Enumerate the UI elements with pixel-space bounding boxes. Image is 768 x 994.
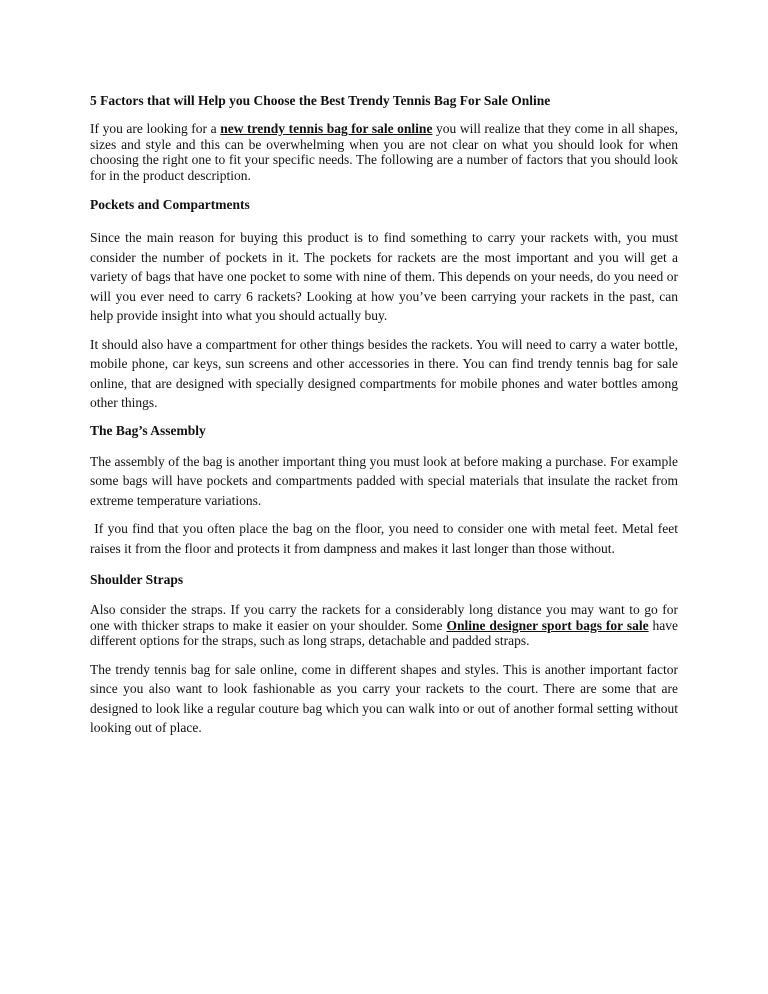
straps-paragraph-2: The trendy tennis bag for sale online, come in different shapes and styles. This is another important factor since you also want to look fashionable as you carry your rackets to the court. There are some that are designed to look like a regular couture bag which you can walk into or out of another formal setting without looking out of place.: [90, 661, 678, 735]
straps-text-before: Also consider the straps. If you carry the rackets for a considerably long distance you may want to go for one with thicker straps to make it easier on your shoulder. Some: [90, 602, 678, 633]
section-heading-assembly: The Bag’s Assembly: [90, 422, 206, 438]
section-heading-straps: Shoulder Straps: [90, 572, 184, 587]
straps-paragraph-1: [90, 602, 678, 649]
intro-link[interactable]: new trendy tennis bag for sale online: [220, 121, 433, 136]
pockets-paragraph-1: Since the main reason for buying this product is to find something to carry your rackets with, you must consider the number of pockets in it. The pockets for rackets are the most important and you will get a variety of bags that have one pocket to some with nine of them. This depends on your needs, do you need or will you ever need to carry 6 rackets? Looking at how you’ve been carrying your rackets in the past, can help provide insight into what you should actually buy.: [90, 230, 678, 323]
document-title: 5 Factors that will Help you Choose the Best Trendy Tennis Bag For Sale Online: [90, 93, 551, 108]
section-heading-pockets: Pockets and Compartments: [90, 197, 250, 212]
intro-paragraph: [90, 121, 678, 183]
assembly-paragraph-2: If you find that you often place the bag on the floor, you need to consider one with metal feet. Metal feet raises it from the floor and protects it from dampness and makes it last longer than those without.: [90, 521, 682, 556]
intro-text-before: If you are looking for a: [90, 121, 221, 136]
straps-text-after: have different options for the straps, such as long straps, detachable and padded straps.: [90, 617, 679, 648]
assembly-paragraph-1: The assembly of the bag is another important thing you must look at before making a purchase. For example some bags will have pockets and compartments padded with special materials that insulate the racket from extreme temperature variations.: [90, 453, 678, 508]
pockets-paragraph-2: It should also have a compartment for other things besides the rackets. You will need to carry a water bottle, mobile phone, car keys, sun screens and other accessories in there. You can find trendy tennis bag for sale online, that are designed with specially designed compartments for mobile phones and water bottles among other things.: [90, 336, 678, 410]
straps-link[interactable]: Online designer sport bags for sale: [446, 617, 649, 633]
document-page: [90, 92, 682, 748]
intro-text-after: you will realize that they come in all shapes, sizes and style and this can be overwhelming when you are not clear on what you should look for when choosing the right one to fit your specific needs. The following are a number of factors that you should look for in the product description.: [90, 121, 678, 183]
